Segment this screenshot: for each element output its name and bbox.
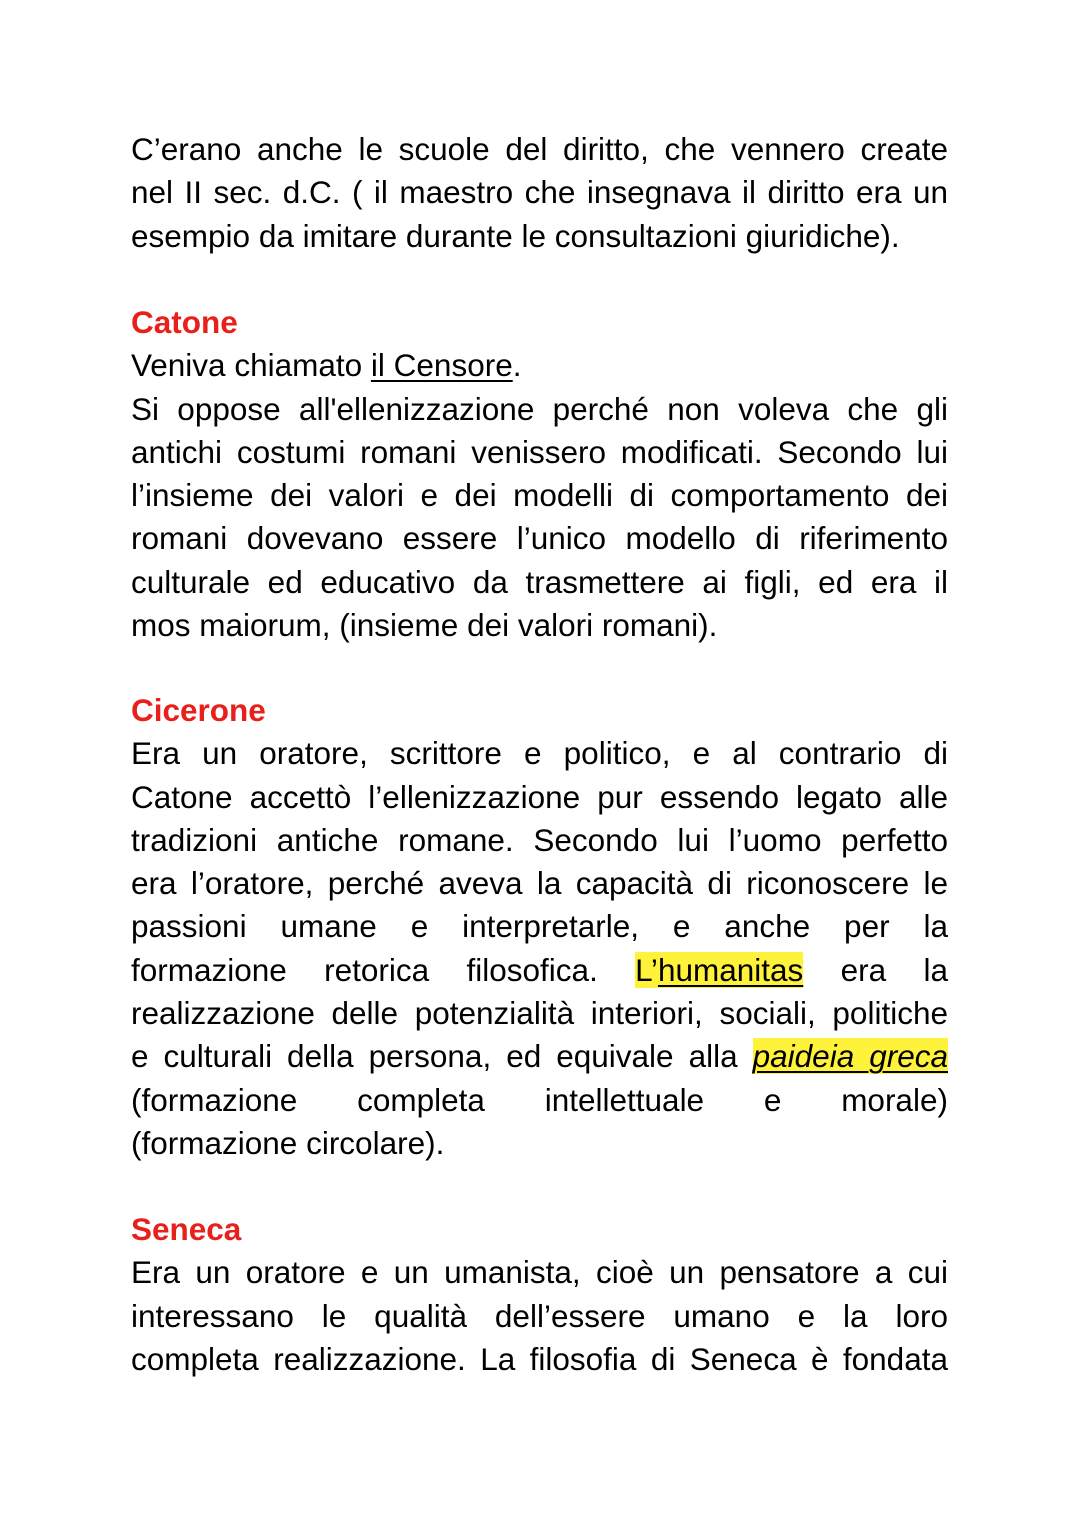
seneca-line: completa realizzazione. La filosofia di Seneca è fondata xyxy=(131,1340,948,1377)
catone-line: romani dovevano essere l’unico modello di riferimento xyxy=(131,520,948,557)
seneca-line: interessano le qualità dell’essere umano e la loro xyxy=(131,1297,948,1334)
cicerone-line: era l’oratore, perché aveva la capacità di riconoscere le xyxy=(131,865,948,902)
catone-line xyxy=(131,344,948,387)
cicerone-heading: Cicerone xyxy=(131,692,266,728)
cicerone-text: formazione retorica filosofica. xyxy=(131,951,636,988)
intro-paragraph xyxy=(131,128,948,258)
censore-underlined: il Censore xyxy=(370,347,513,384)
intro-line: nel II sec. d.C. ( il maestro che insegnava il diritto era un xyxy=(131,174,948,211)
word: e xyxy=(763,1081,782,1118)
catone-heading: Catone xyxy=(131,304,238,340)
catone-line: l’insieme dei valori e dei modelli di comportamento dei xyxy=(131,477,948,514)
cicerone-line: Era un oratore, scrittore e politico, e al contrario di xyxy=(131,735,948,772)
cicerone-line: (formazione circolare). xyxy=(131,1124,445,1161)
cicerone-text: e culturali della persona, ed equivale alla xyxy=(131,1038,753,1075)
intro-line: esempio da imitare durante le consultazioni giuridiche). xyxy=(131,217,900,254)
catone-line: culturale ed educativo da trasmettere ai figli, ed era il xyxy=(131,563,948,600)
cicerone-line: Catone accettò l’ellenizzazione pur essendo legato alle xyxy=(131,778,948,815)
cicerone-line xyxy=(131,1035,948,1078)
catone-line: Si oppose all'ellenizzazione perché non voleva che gli xyxy=(131,390,948,427)
cicerone-text: era la xyxy=(803,951,948,988)
cicerone-line: tradizioni antiche romane. Secondo lui l’uomo perfetto xyxy=(131,821,948,858)
humanitas-prefix: L’ xyxy=(635,951,658,988)
catone-line: antichi costumi romani venissero modificati. Secondo lui xyxy=(131,433,948,470)
cicerone-line xyxy=(131,1079,948,1122)
catone-line: mos maiorum, (insieme dei valori romani). xyxy=(131,607,718,644)
cicerone-line: passioni umane e interpretarle, e anche per la xyxy=(131,908,948,945)
humanitas-word: humanitas xyxy=(657,951,804,988)
catone-text: Veniva chiamato xyxy=(131,347,371,384)
paideia-highlight: paideia greca xyxy=(752,1038,949,1075)
word: intellettuale xyxy=(544,1081,705,1118)
cicerone-line: realizzazione delle potenzialità interiori, sociali, politiche xyxy=(131,995,948,1032)
catone-section xyxy=(131,301,948,647)
seneca-heading: Seneca xyxy=(131,1211,242,1247)
seneca-section xyxy=(131,1208,948,1381)
catone-text: . xyxy=(512,347,522,384)
word: completa xyxy=(357,1081,485,1118)
word: morale) xyxy=(841,1081,948,1118)
seneca-line: Era un oratore e un umanista, cioè un pensatore a cui xyxy=(131,1254,948,1291)
cicerone-section xyxy=(131,689,948,1165)
humanitas-highlight xyxy=(635,952,803,988)
intro-line: C’erano anche le scuole del diritto, che vennero create xyxy=(131,131,948,167)
word: (formazione xyxy=(131,1081,298,1118)
cicerone-line xyxy=(131,949,948,992)
